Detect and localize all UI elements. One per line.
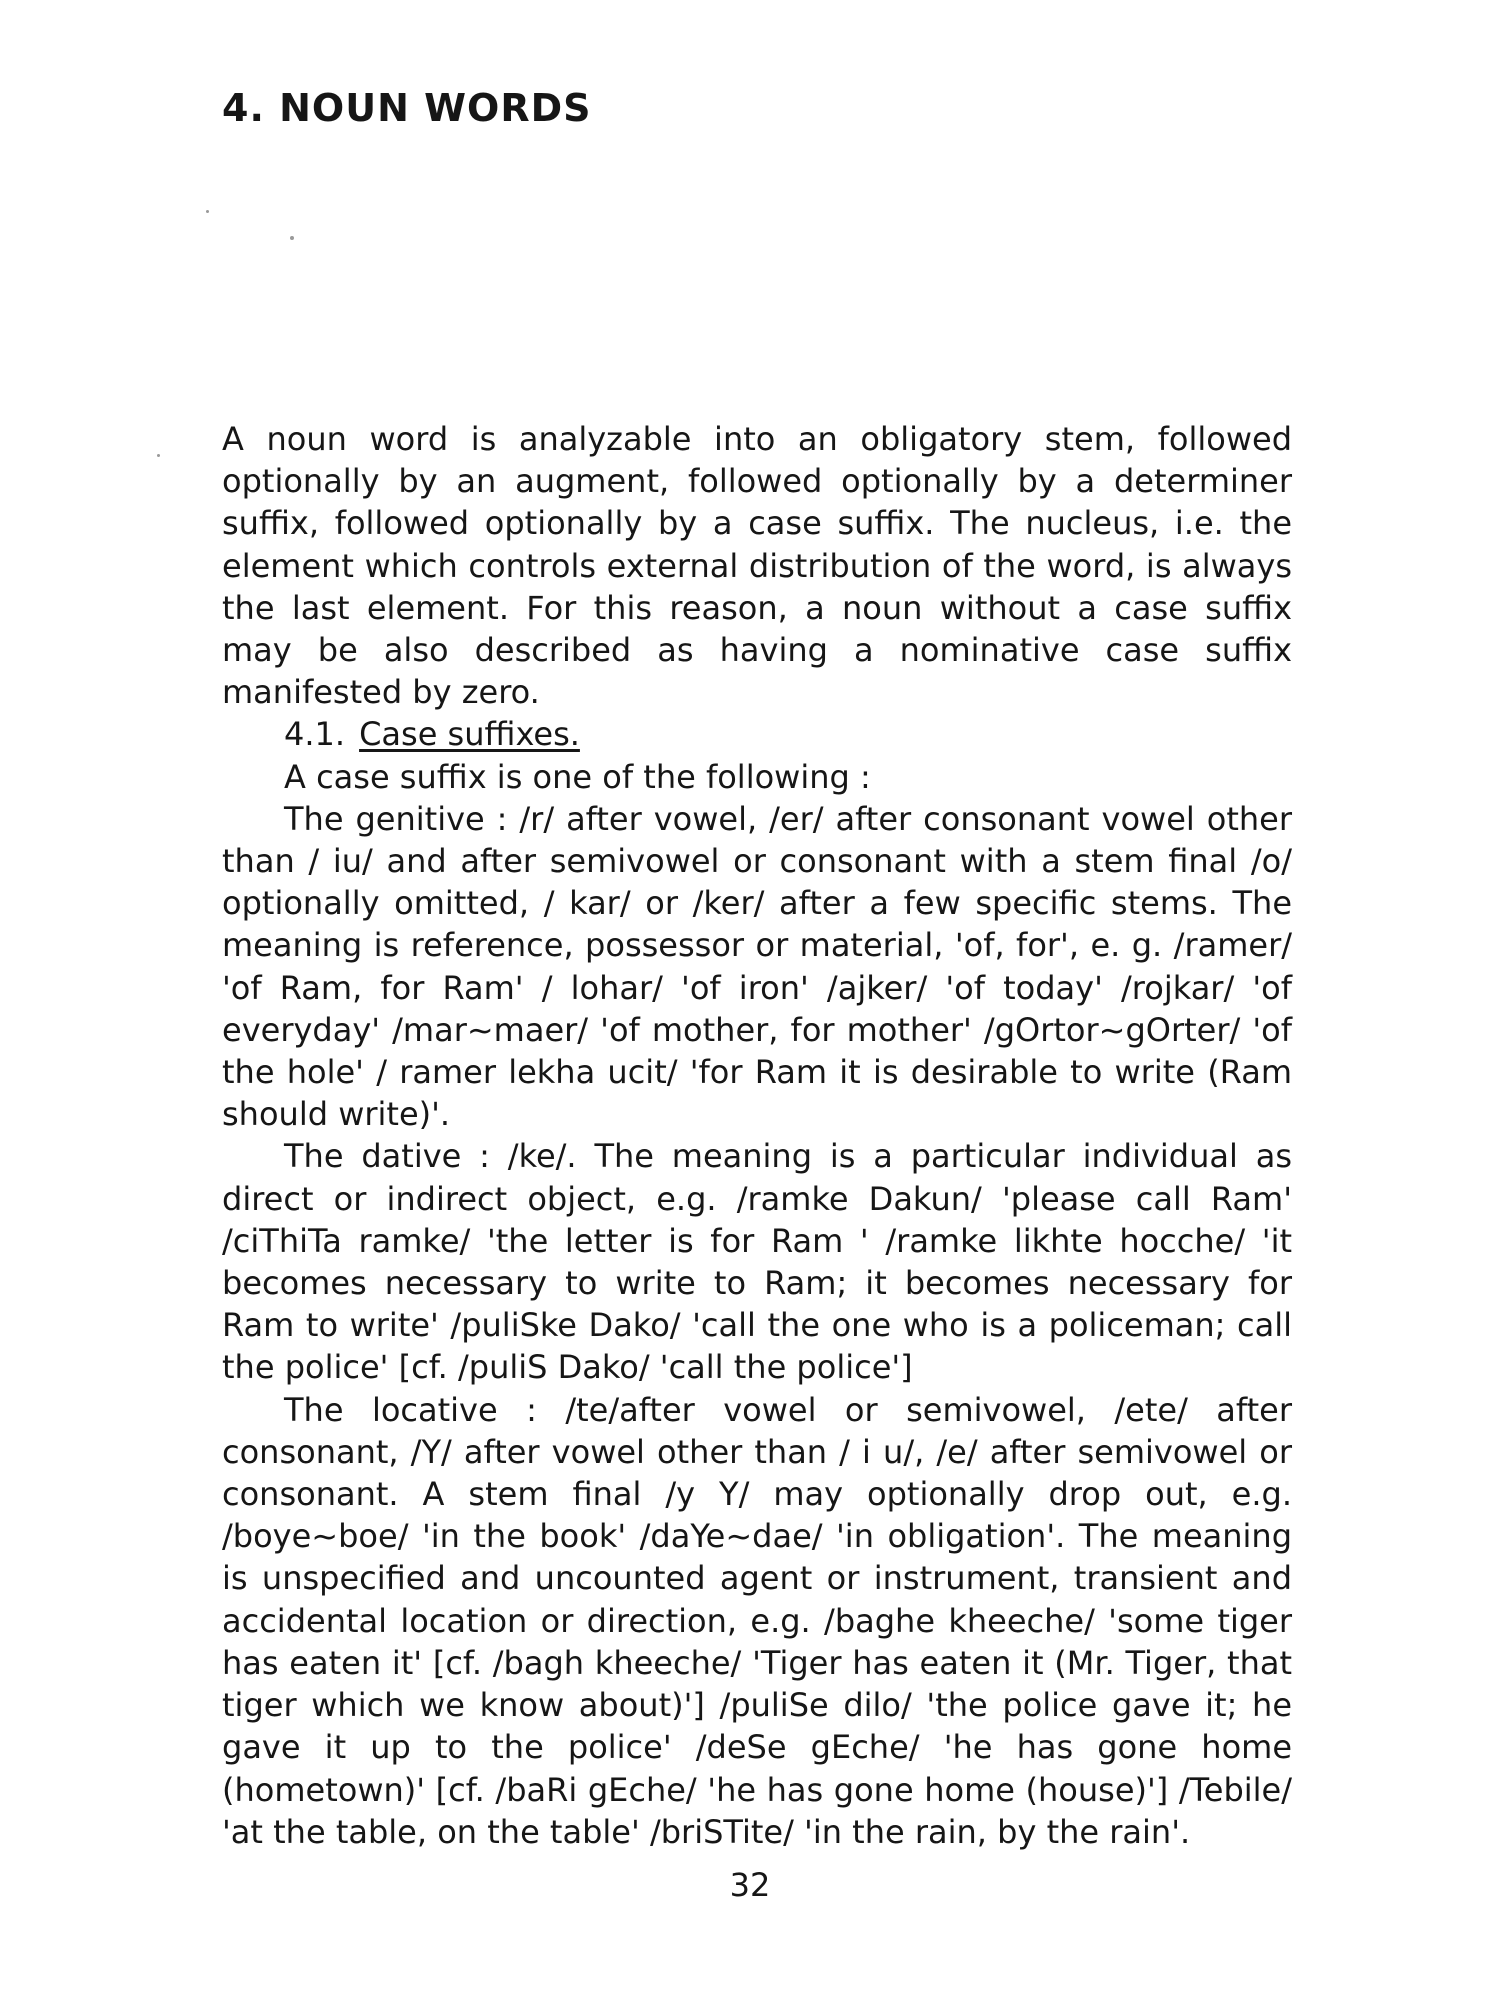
- genitive-paragraph: The genitive : /r/ after vowel, /er/ after consonant vowel other than / iu/ and after semivowel or consonant with a stem final /o/ optionally omitted, / kar/ or /ker/ after a few specific stems. The meaning is reference, possessor or material, 'of, for', e. g. /ramer/ 'of Ram, for Ram' / lohar/ 'of iron' /ajker/ 'of today' /rojkar/ 'of everyday' /mar~maer/ 'of mother, for mother' /gOrtor~gOrter/ 'of the hole' / ramer lekha ucit/ 'for Ram it is desirable to write (Ram should write)'.: [222, 799, 1292, 1134]
- scan-speck: [290, 236, 294, 240]
- chapter-title: 4. NOUN WORDS: [222, 86, 592, 130]
- body-text: [222, 418, 1292, 1853]
- section-title: Case suffixes.: [359, 715, 580, 754]
- scan-speck: [157, 454, 160, 457]
- section-number: 4.1.: [284, 715, 346, 754]
- scan-speck: [206, 210, 209, 213]
- page-number: 32: [729, 1866, 771, 1904]
- dative-paragraph: The dative : /ke/. The meaning is a particular individual as direct or indirect object, e.g. /ramke Dakun/ 'please call Ram' /ciThiTa ramke/ 'the letter is for Ram ' /ramke likhte hocche/ 'it becomes necessary to write to Ram; it becomes necessary for Ram to write' /puliSke Dako/ 'call the one who is a policeman; call the police' [cf. /puliS Dako/ 'call the police']: [222, 1137, 1292, 1387]
- locative-paragraph: The locative : /te/after vowel or semivowel, /ete/ after consonant, /Y/ after vowel other than / i u/, /e/ after semivowel or consonant. A stem final /y Y/ may optionally drop out, e.g. /boye~boe/ 'in the book' /daYe~dae/ 'in obligation'. The meaning is unspecified and uncounted agent or instrument, transient and accidental location or direction, e.g. /baghe kheeche/ 'some tiger has eaten it' [cf. /bagh kheeche/ 'Tiger has eaten it (Mr. Tiger, that tiger which we know about)'] /puliSe dilo/ 'the police gave it; he gave it up to the police' /deSe gEche/ 'he has gone home (hometown)' [cf. /baRi gEche/ 'he has gone home (house)'] /Tebile/ 'at the table, on the table' /briSTite/ 'in the rain, by the rain'.: [222, 1390, 1292, 1851]
- intro-paragraph: A noun word is analyzable into an obligatory stem, followed optionally by an augment, followed optionally by a determiner suffix, followed optionally by a case suffix. The nucleus, i.e. the element which controls external distribution of the word, is always the last element. For this reason, a noun without a case suffix may be also described as having a nominative case suffix manifested by zero.: [222, 420, 1292, 712]
- section-heading: [222, 713, 1292, 755]
- case-suffix-lead: A case suffix is one of the following :: [284, 757, 871, 796]
